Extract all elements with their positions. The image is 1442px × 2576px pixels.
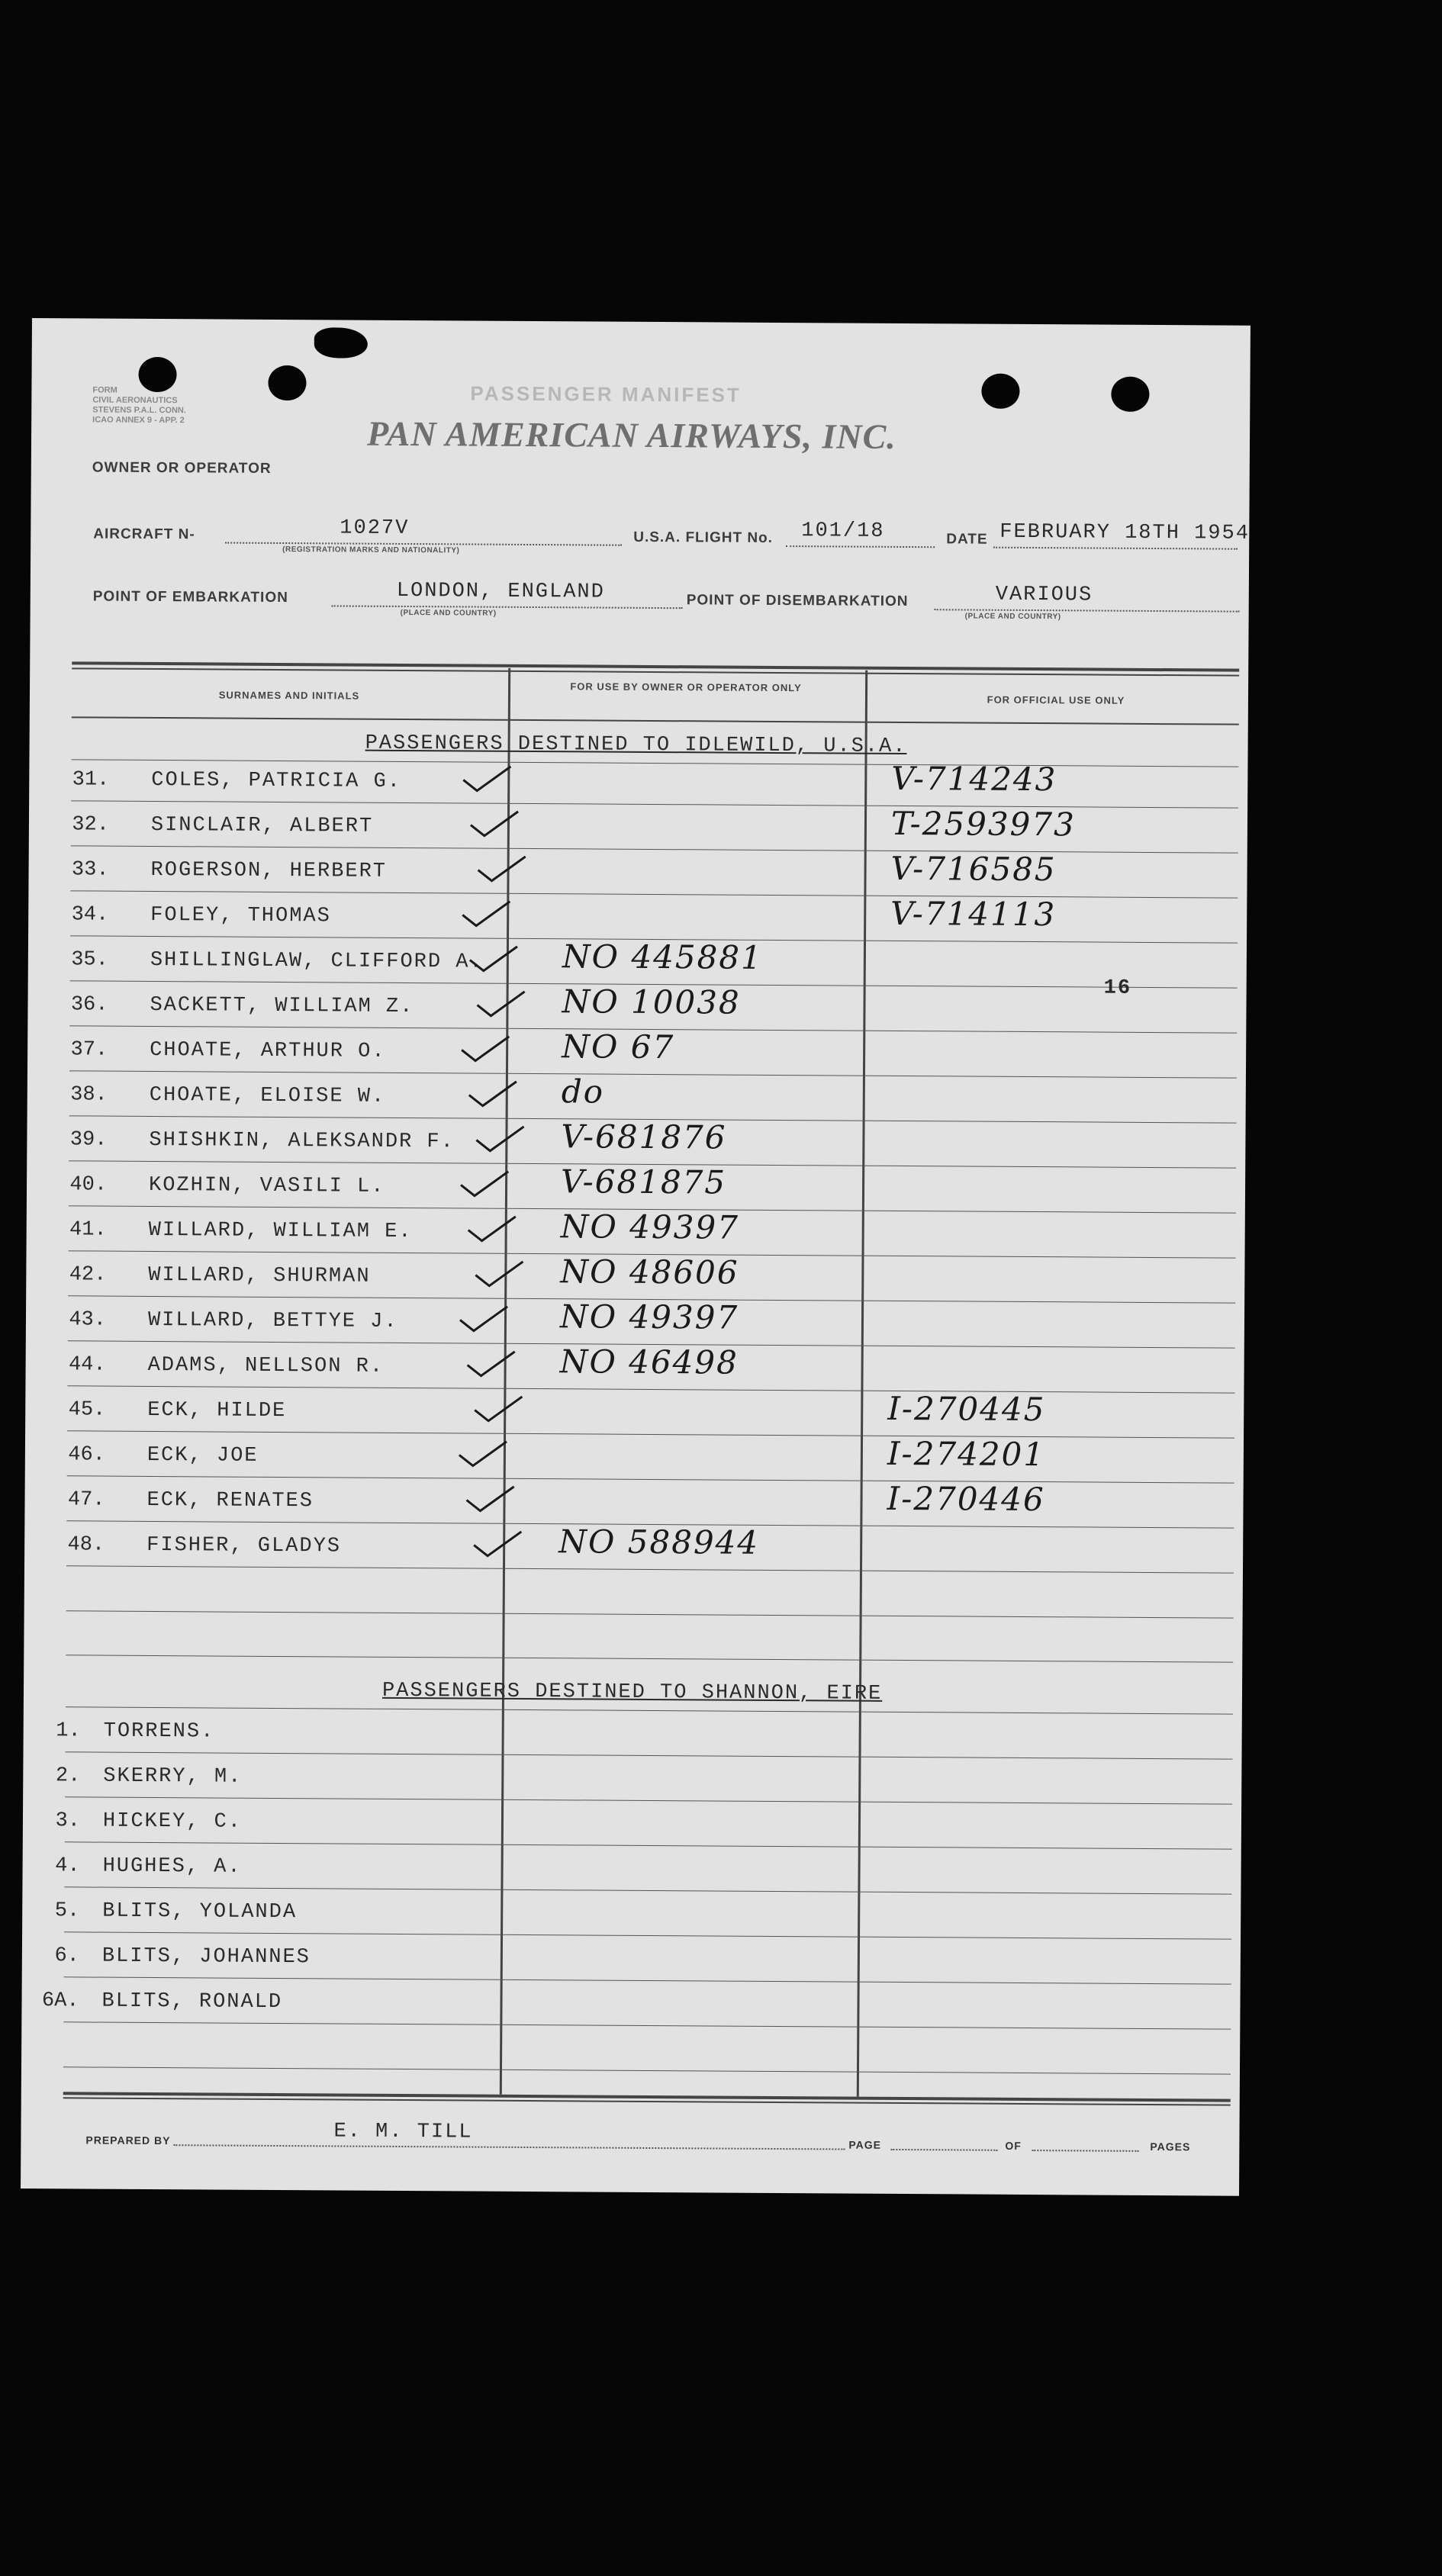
owner-entry: V-681875: [560, 1163, 727, 1201]
flight-label: U.S.A. FLIGHT No.: [633, 529, 774, 546]
margin-note: 16: [1103, 976, 1132, 1000]
passenger-name: TORRENS.: [103, 1719, 215, 1744]
punch-hole: [1111, 377, 1149, 412]
checkmark-icon: [463, 1483, 517, 1513]
checkmark-icon: [456, 1438, 510, 1468]
passenger-name: ECK, RENATES: [146, 1488, 314, 1513]
official-entry: T-2593973: [890, 804, 1076, 844]
prepared-by-value: E. M. TILL: [333, 2120, 473, 2144]
passenger-name: WILLARD, SHURMAN: [148, 1263, 371, 1288]
passenger-name: SHISHKIN, ALEKSANDR F.: [149, 1128, 455, 1154]
passenger-name: HICKEY, C.: [102, 1809, 243, 1834]
passenger-name: ROGERSON, HERBERT: [150, 858, 388, 883]
passenger-number: 2.: [55, 1764, 81, 1788]
owner-entry: NO 49397: [559, 1298, 739, 1336]
passenger-name: SINCLAIR, ALBERT: [150, 813, 374, 838]
checkmark-icon: [458, 1168, 511, 1198]
passenger-number: 41.: [69, 1218, 107, 1242]
owner-entry: V-681876: [561, 1118, 727, 1156]
passenger-name: CHOATE, ELOISE W.: [149, 1083, 386, 1108]
passenger-name: FISHER, GLADYS: [146, 1533, 342, 1558]
official-entry: V-714113: [890, 894, 1057, 934]
punch-hole: [981, 374, 1019, 409]
passenger-name: HUGHES, A.: [102, 1854, 242, 1879]
date-label: DATE: [946, 531, 988, 548]
form-title: PASSENGER MANIFEST: [470, 381, 742, 407]
owner-entry: NO 67: [562, 1028, 675, 1066]
checkmark-icon: [457, 1303, 510, 1333]
company-name: PAN AMERICAN AIRWAYS, INC.: [366, 413, 896, 456]
aircraft-number: 1027V: [340, 516, 410, 541]
passenger-name: CHOATE, ARTHUR O.: [150, 1038, 386, 1063]
passenger-name: SACKETT, WILLIAM Z.: [150, 993, 414, 1019]
prepared-by-label: PREPARED BY: [85, 2134, 171, 2147]
embarkation-value: LONDON, ENGLAND: [396, 579, 605, 604]
checkmark-icon: [468, 809, 521, 839]
passenger-number: 32.: [72, 813, 110, 837]
passenger-name: FOLEY, THOMAS: [150, 903, 331, 928]
passenger-name: BLITS, JOHANNES: [101, 1944, 311, 1970]
official-entry: V-714243: [891, 759, 1057, 799]
column-header-official: FOR OFFICIAL USE ONLY: [987, 693, 1125, 706]
column-header-names: SURNAMES AND INITIALS: [218, 689, 360, 702]
owner-entry: NO 48606: [560, 1253, 739, 1291]
passenger-name: SHILLINGLAW, CLIFFORD A.: [150, 948, 484, 974]
checkmark-icon: [473, 1124, 526, 1154]
owner-label: OWNER OR OPERATOR: [92, 459, 272, 477]
checkmark-icon: [472, 1259, 526, 1289]
passenger-number: 35.: [71, 948, 108, 972]
passenger-number: 44.: [68, 1353, 106, 1377]
passenger-number: 47.: [67, 1488, 105, 1512]
official-entry: I-274201: [887, 1434, 1046, 1474]
manifest-sheet: [21, 318, 1250, 2196]
official-entry: I-270445: [887, 1389, 1046, 1429]
form-code: FORM CIVIL AERONAUTICS STEVENS P.A.L. CONN. ICAO ANNEX 9 - APP. 2: [92, 385, 186, 426]
passenger-name: ADAMS, NELLSON R.: [147, 1353, 385, 1378]
passenger-number: 33.: [71, 858, 109, 882]
passenger-name: COLES, PATRICIA G.: [151, 768, 402, 793]
embarkation-sublabel: (PLACE AND COUNTRY): [400, 608, 497, 618]
passenger-number: 37.: [70, 1038, 108, 1062]
column-header-owner: FOR USE BY OWNER OR OPERATOR ONLY: [570, 680, 802, 694]
passenger-number: 6.: [54, 1944, 79, 1968]
owner-entry: NO 49397: [560, 1208, 740, 1246]
embarkation-label: POINT OF EMBARKATION: [92, 588, 288, 606]
of-label: OF: [1005, 2139, 1022, 2152]
passenger-number: 4.: [55, 1854, 80, 1878]
section-heading-shannon: PASSENGERS DESTINED TO SHANNON, EIRE: [381, 1679, 883, 1706]
aircraft-sublabel: (REGISTRATION MARKS AND NATIONALITY): [282, 545, 460, 555]
checkmark-icon: [475, 854, 528, 884]
checkmark-icon: [471, 1529, 524, 1559]
passenger-name: WILLARD, BETTYE J.: [147, 1308, 398, 1333]
disembarkation-label: POINT OF DISEMBARKATION: [686, 592, 909, 610]
passenger-number: 40.: [69, 1173, 108, 1197]
passenger-number: 6A.: [41, 1989, 79, 2013]
owner-entry: do: [561, 1073, 605, 1111]
passenger-name: WILLARD, WILLIAM E.: [148, 1218, 413, 1244]
checkmark-icon: [459, 1033, 512, 1063]
passenger-name: ECK, JOE: [146, 1443, 259, 1468]
owner-entry: NO 588944: [558, 1523, 760, 1561]
checkmark-icon: [472, 1394, 525, 1424]
passenger-name: KOZHIN, VASILI L.: [148, 1173, 385, 1198]
disembarkation-sublabel: (PLACE AND COUNTRY): [964, 612, 1061, 622]
section-heading-idlewild: PASSENGERS DESTINED TO IDLEWILD, U.S.A.: [365, 732, 907, 759]
passenger-number: 3.: [55, 1809, 81, 1833]
aircraft-label: AIRCRAFT N-: [93, 526, 195, 543]
punch-hole: [268, 365, 306, 400]
owner-entry: NO 445881: [562, 937, 763, 976]
checkmark-icon: [465, 1348, 518, 1378]
checkmark-icon: [465, 1213, 519, 1243]
flight-date: FEBRUARY 18TH 1954: [999, 520, 1250, 545]
official-entry: I-270446: [887, 1479, 1045, 1519]
page-label: PAGE: [848, 2138, 882, 2151]
passenger-number: 43.: [69, 1308, 107, 1332]
punch-hole: [314, 327, 368, 358]
passenger-number: 34.: [71, 903, 109, 927]
flight-number: 101/18: [801, 519, 885, 543]
passenger-number: 36.: [70, 993, 108, 1017]
checkmark-icon: [466, 1078, 520, 1108]
official-entry: V-716585: [890, 849, 1057, 889]
passenger-number: 1.: [56, 1719, 81, 1743]
passenger-number: 31.: [72, 768, 110, 792]
checkmark-icon: [474, 989, 527, 1019]
disembarkation-value: VARIOUS: [995, 583, 1093, 607]
passenger-number: 46.: [68, 1443, 105, 1467]
passenger-number: 48.: [67, 1533, 105, 1557]
checkmark-icon: [460, 763, 513, 793]
passenger-number: 38.: [70, 1083, 108, 1107]
passenger-name: ECK, HILDE: [147, 1398, 287, 1423]
pages-label: PAGES: [1150, 2140, 1191, 2153]
checkmark-icon: [467, 943, 520, 973]
passenger-number: 5.: [54, 1899, 80, 1923]
checkmark-icon: [459, 898, 513, 928]
passenger-name: BLITS, YOLANDA: [102, 1899, 298, 1925]
passenger-number: 42.: [69, 1263, 107, 1287]
passenger-number: 39.: [69, 1128, 108, 1152]
passenger-number: 45.: [68, 1398, 106, 1422]
passenger-name: SKERRY, M.: [103, 1764, 243, 1789]
passenger-name: BLITS, RONALD: [101, 1989, 283, 2015]
owner-entry: NO 46498: [559, 1343, 739, 1381]
owner-entry: NO 10038: [562, 982, 741, 1021]
